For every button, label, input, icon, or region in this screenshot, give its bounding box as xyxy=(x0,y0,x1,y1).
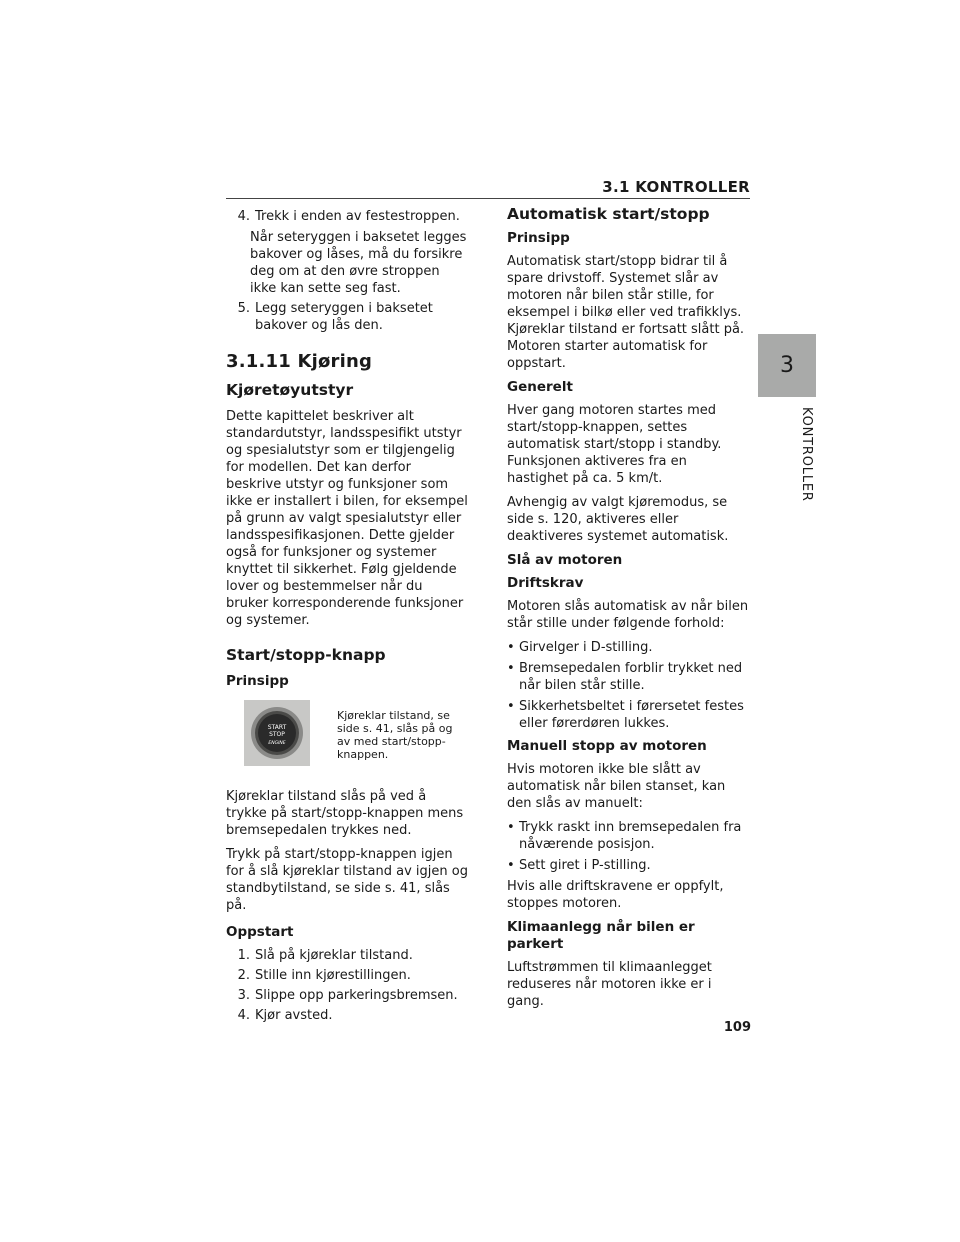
list-item xyxy=(507,660,749,694)
list-item xyxy=(507,857,749,874)
step-number: 5. xyxy=(237,301,250,316)
button-text-engine: ENGINE xyxy=(268,741,286,746)
header-section-title: 3.1 KONTROLLER xyxy=(602,178,750,196)
list-item xyxy=(226,987,468,1004)
bullet-marker: • xyxy=(507,661,515,676)
step-text: Stille inn kjørestillingen. xyxy=(255,968,411,983)
step-text: Legg seteryggen i baksetet bakover og lås den. xyxy=(255,301,433,333)
paragraph: Trykk på start/stopp-knappen igjen for å slå kjøreklar tilstand av igjen og standbytilstand, se side s. 41, slås på. xyxy=(226,847,468,913)
minor-heading: Slå av motoren xyxy=(507,552,623,568)
paragraph: Hver gang motoren startes med start/stopp-knappen, settes automatisk start/stopp i standby. Funksjonen aktiveres fra en hastighet på ca. 5 km/t. xyxy=(507,403,722,486)
start-stop-button-image xyxy=(244,700,310,766)
step-number: 1. xyxy=(237,948,250,963)
step-number: 2. xyxy=(237,968,250,983)
requirements-list xyxy=(507,639,749,732)
manual-stop-list xyxy=(507,819,749,874)
step-number: 4. xyxy=(237,209,250,224)
paragraph: Luftstrømmen til klimaanlegget reduseres når motoren ikke er i gang. xyxy=(507,960,712,1009)
paragraph: Dette kapittelet beskriver alt standardutstyr, landsspesifikt utstyr og spesialutstyr som er tilgjengelig for modellen. Det kan derfor beskrive utstyr og funksjoner som ikke er installert i bilen, for eksempel på grunn av valgt spesialutstyr eller landsspesifikasjonen. Dette gjelder også for funksjoner og systemer knyttet til sikkerhet. Følg gjeldende lover og bestemmelser når du bruker korresponderende funksjoner og systemer. xyxy=(226,409,468,628)
paragraph: Hvis motoren ikke ble slått av automatisk når bilen stanset, kan den slås av manuelt: xyxy=(507,762,726,811)
bullet-marker: • xyxy=(507,858,515,873)
list-item xyxy=(507,639,749,656)
minor-heading: Prinsipp xyxy=(507,230,570,246)
list-item xyxy=(507,698,749,732)
minor-heading: Klimaanlegg når bilen er parkert xyxy=(507,919,695,952)
section-heading: 3.1.11 Kjøring xyxy=(226,351,373,372)
paragraph: Avhengig av valgt kjøremodus, se side s. 120, aktiveres eller deaktiveres systemet automatisk. xyxy=(507,495,729,544)
chapter-tab-number: 3 xyxy=(758,334,816,397)
list-item xyxy=(226,300,468,334)
header-rule xyxy=(226,198,750,199)
step-text: Trekk i enden av festestroppen. xyxy=(255,209,460,224)
bullet-text: Bremsepedalen forblir trykket ned når bilen står stille. xyxy=(519,661,743,693)
list-item xyxy=(226,208,468,225)
page-number: 109 xyxy=(723,1020,751,1035)
button-text-stop: STOP xyxy=(269,731,285,738)
step-text: Kjør avsted. xyxy=(255,1008,333,1023)
subsection-heading: Start/stopp-knapp xyxy=(226,646,386,664)
bullet-marker: • xyxy=(507,640,515,655)
bullet-text: Trykk raskt inn bremsepedalen fra nåværende posisjon. xyxy=(519,820,742,852)
left-column xyxy=(226,208,468,1027)
step-text: Slå på kjøreklar tilstand. xyxy=(255,948,413,963)
list-item xyxy=(226,947,468,964)
step-number: 3. xyxy=(237,988,250,1003)
paragraph: Automatisk start/stopp bidrar til å spare drivstoff. Systemet slår av motoren når bilen står stille, for eksempel i bilkø eller ved trafikklys. Kjøreklar tilstand er fortsatt slått på. Motoren starter automatisk for oppstart. xyxy=(507,254,745,371)
minor-heading: Driftskrav xyxy=(507,575,584,591)
list-item xyxy=(226,967,468,984)
bullet-text: Sett giret i P-stilling. xyxy=(519,858,651,873)
paragraph: Kjøreklar tilstand slås på ved å trykke på start/stopp-knappen mens bremsepedalen trykkes ned. xyxy=(226,789,464,838)
figure xyxy=(244,700,468,766)
section-heading: Automatisk start/stopp xyxy=(507,205,710,223)
chapter-tab-label: KONTROLLER xyxy=(799,406,814,502)
minor-heading: Manuell stopp av motoren xyxy=(507,738,707,754)
list-item xyxy=(507,819,749,853)
step-number: 4. xyxy=(237,1008,250,1023)
right-column xyxy=(507,206,749,1017)
list-item xyxy=(226,1007,468,1024)
bullet-text: Girvelger i D-stilling. xyxy=(519,640,653,655)
minor-heading: Prinsipp xyxy=(226,673,289,689)
start-stop-button-icon xyxy=(244,700,310,766)
step-text: Slippe opp parkeringsbremsen. xyxy=(255,988,458,1003)
bullet-marker: • xyxy=(507,699,515,714)
paragraph: Motoren slås automatisk av når bilen står stille under følgende forhold: xyxy=(507,599,749,631)
button-text-start: START xyxy=(267,724,287,731)
step-note: Når seteryggen i baksetet legges bakover og låses, må du forsikre deg om at den øvre stroppen ikke kan sette seg fast. xyxy=(250,230,467,296)
minor-heading: Oppstart xyxy=(226,924,294,940)
subsection-heading: Kjøretøyutstyr xyxy=(226,381,354,399)
minor-heading: Generelt xyxy=(507,379,573,395)
paragraph: Hvis alle driftskravene er oppfylt, stoppes motoren. xyxy=(507,879,724,911)
startup-steps xyxy=(226,947,468,1024)
bullet-text: Sikkerhetsbeltet i førersetet festes eller førerdøren lukkes. xyxy=(519,699,744,731)
figure-caption: Kjøreklar tilstand, se side s. 41, slås på og av med start/stopp-knappen. xyxy=(337,709,453,761)
bullet-marker: • xyxy=(507,820,515,835)
